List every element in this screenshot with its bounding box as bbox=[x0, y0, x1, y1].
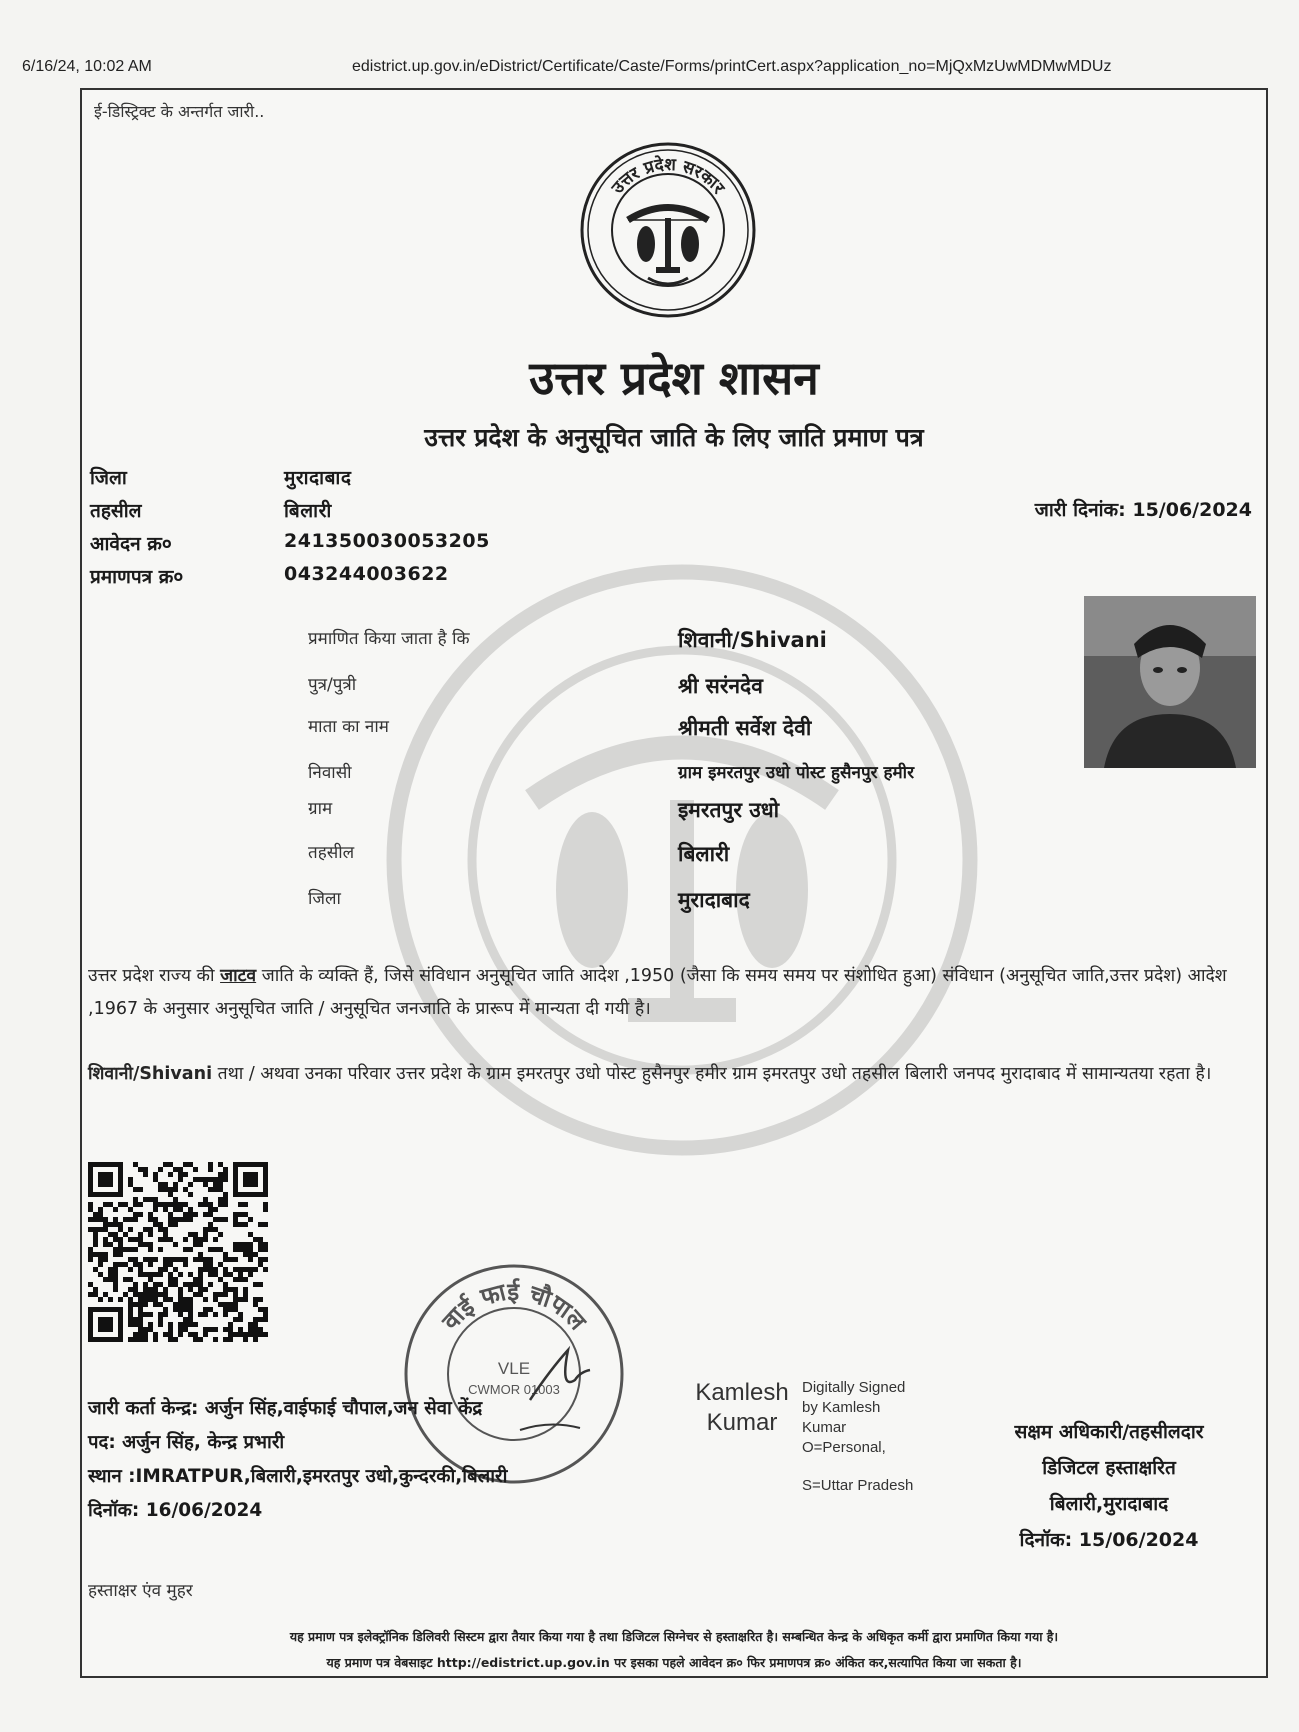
detail-value-village: इमरतपुर उधो bbox=[678, 798, 780, 822]
meta-district-label: जिला bbox=[90, 467, 127, 489]
certificate-title: उत्तर प्रदेश के अनुसूचित जाति के लिए जाति प्रमाण पत्र bbox=[424, 423, 924, 452]
meta-tehsil-row bbox=[90, 497, 490, 530]
detail-label: माता का नाम bbox=[308, 717, 389, 737]
residence-statement-body: तथा / अथवा उनका परिवार उत्तर प्रदेश के ग्राम इमरतपुर उधो पोस्ट हुसैनपुर हमीर ग्राम इमरतपुर उधो तहसील बिलारी जनपद मुरादाबाद में सामान्यतया रहता है। bbox=[212, 1064, 1212, 1084]
certificate-footer bbox=[82, 1624, 1266, 1676]
meta-application-row bbox=[90, 530, 490, 563]
svg-text:वाई फाई चौपाल: वाई फाई चौपाल bbox=[436, 1277, 592, 1336]
svg-text:CWMOR 01003: CWMOR 01003 bbox=[468, 1382, 560, 1397]
detail-value-name: शिवानी/Shivani bbox=[678, 628, 827, 652]
authority-date: दिनॉक: 15/06/2024 bbox=[1019, 1529, 1199, 1551]
issue-date: जारी दिनांक: 15/06/2024 bbox=[1034, 499, 1252, 521]
issuing-centre-block bbox=[88, 1392, 507, 1528]
caste-name: जाटव bbox=[220, 966, 257, 986]
signature-detail: O=Personal, bbox=[802, 1439, 886, 1456]
detail-label: ग्राम bbox=[308, 799, 333, 819]
up-government-seal-icon bbox=[578, 140, 758, 320]
issuer-date: दिनॉक: 16/06/2024 bbox=[88, 1500, 263, 1521]
detail-label: जिला bbox=[308, 889, 341, 909]
detail-label: प्रमाणित किया जाता है कि bbox=[308, 629, 470, 649]
detail-label: तहसील bbox=[308, 843, 355, 863]
signature-detail: by Kamlesh bbox=[802, 1399, 881, 1416]
meta-certificate-row bbox=[90, 563, 490, 596]
issued-under-note: ई-डिस्ट्रिक्ट के अन्तर्गत जारी.. bbox=[94, 102, 265, 121]
certificate-authority-title: उत्तर प्रदेश शासन bbox=[529, 351, 819, 405]
certificate bbox=[80, 88, 1268, 1678]
svg-text:उत्तर प्रदेश सरकार: उत्तर प्रदेश सरकार bbox=[607, 154, 729, 198]
footer-line-2: यह प्रमाण पत्र वेबसाइट http://edistrict.up.gov.in पर इसका पहले आवेदन क्र० फिर प्रमाणपत्र क्र० अंकित कर,सत्यापित किया जा सकता है। bbox=[326, 1655, 1022, 1670]
meta-district-row bbox=[90, 464, 490, 497]
signature-detail: Digitally Signed bbox=[802, 1379, 906, 1396]
caste-statement bbox=[82, 960, 1260, 1026]
signature-details bbox=[802, 1378, 952, 1496]
footer-line-1: यह प्रमाण पत्र इलेक्ट्रॉनिक डिलिवरी सिस्टम द्वारा तैयार किया गया है तथा डिजिटल सिग्नेचर से हस्ताक्षरित है। सम्बन्धित केन्द्र के अधिकृत कर्मी द्वारा प्रमाणित किया गया है। bbox=[289, 1629, 1059, 1644]
meta-tehsil-label: तहसील bbox=[90, 500, 142, 522]
sign-and-seal-label: हस्ताक्षर एंव मुहर bbox=[88, 1581, 193, 1601]
meta-district-value: मुरादाबाद bbox=[284, 467, 352, 489]
meta-application-number: 241350030053205 bbox=[284, 530, 490, 552]
signer-name bbox=[684, 1378, 800, 1438]
caste-statement-body: जाति के व्यक्ति हैं, जिसे संविधान अनुसूचित जाति आदेश ,1950 (जैसा कि समय समय पर संशोधित हुआ) संविधान (अनुसूचित जाति,उत्तर प्रदेश) आदेश ,1967 के अनुसार अनुसूचित जाति / अनुसूचित जनजाति के प्रारूप में मान्यता दी गयी है। bbox=[88, 966, 1227, 1019]
residence-statement-name: शिवानी/Shivani bbox=[88, 1064, 213, 1084]
certificate-meta bbox=[90, 464, 490, 596]
issuing-centre: जारी कर्ता केन्द्र: अर्जुन सिंह,वाईफाई चौपाल,जन सेवा केंद्र bbox=[88, 1398, 483, 1419]
detail-value-resident: ग्राम इमरतपुर उधो पोस्ट हुसैनपुर हमीर bbox=[678, 763, 915, 783]
print-timestamp: 6/16/24, 10:02 AM bbox=[22, 58, 152, 75]
signature-detail: Kumar bbox=[802, 1419, 847, 1436]
detail-label: निवासी bbox=[308, 763, 352, 783]
signature-detail: S=Uttar Pradesh bbox=[802, 1477, 914, 1494]
authority-title: सक्षम अधिकारी/तहसीलदार bbox=[1014, 1421, 1204, 1443]
issuer-post: पद: अर्जुन सिंह, केन्द्र प्रभारी bbox=[88, 1432, 285, 1453]
caste-statement-lead: उत्तर प्रदेश राज्य की bbox=[88, 966, 221, 986]
meta-application-label: आवेदन क्र० bbox=[90, 533, 172, 555]
detail-value-district: मुरादाबाद bbox=[678, 888, 750, 912]
applicant-photo bbox=[1084, 596, 1256, 768]
person-photo-icon bbox=[1084, 596, 1256, 768]
print-url[interactable]: edistrict.up.gov.in/eDistrict/Certificate/Caste/Forms/printCert.aspx?application_no=MjQxMzUwMDMwMDUz bbox=[352, 58, 1112, 75]
signer-name-line2: Kumar bbox=[706, 1409, 778, 1436]
signer-name-line1: Kamlesh bbox=[695, 1379, 789, 1406]
meta-certificate-number: 043244003622 bbox=[284, 563, 449, 585]
detail-value-tehsil: बिलारी bbox=[678, 842, 730, 866]
qr-code-icon bbox=[88, 1162, 268, 1342]
detail-value-father: श्री सरंनदेव bbox=[678, 674, 763, 698]
meta-certificate-label: प्रमाणपत्र क्र० bbox=[90, 566, 184, 588]
meta-tehsil-value: बिलारी bbox=[284, 500, 332, 522]
svg-text:VLE: VLE bbox=[497, 1359, 531, 1378]
detail-label: पुत्र/पुत्री bbox=[308, 675, 357, 695]
competent-authority-block bbox=[964, 1414, 1254, 1558]
residence-statement bbox=[82, 1058, 1260, 1091]
detail-value-mother: श्रीमती सर्वेश देवी bbox=[678, 716, 812, 740]
authority-signed: डिजिटल हस्ताक्षरित bbox=[1042, 1457, 1176, 1479]
issuer-place: स्थान :IMRATPUR,बिलारी,इमरतपुर उधो,कुन्दरकी,बिलारी bbox=[88, 1466, 508, 1487]
authority-location: बिलारी,मुरादाबाद bbox=[1049, 1493, 1169, 1515]
